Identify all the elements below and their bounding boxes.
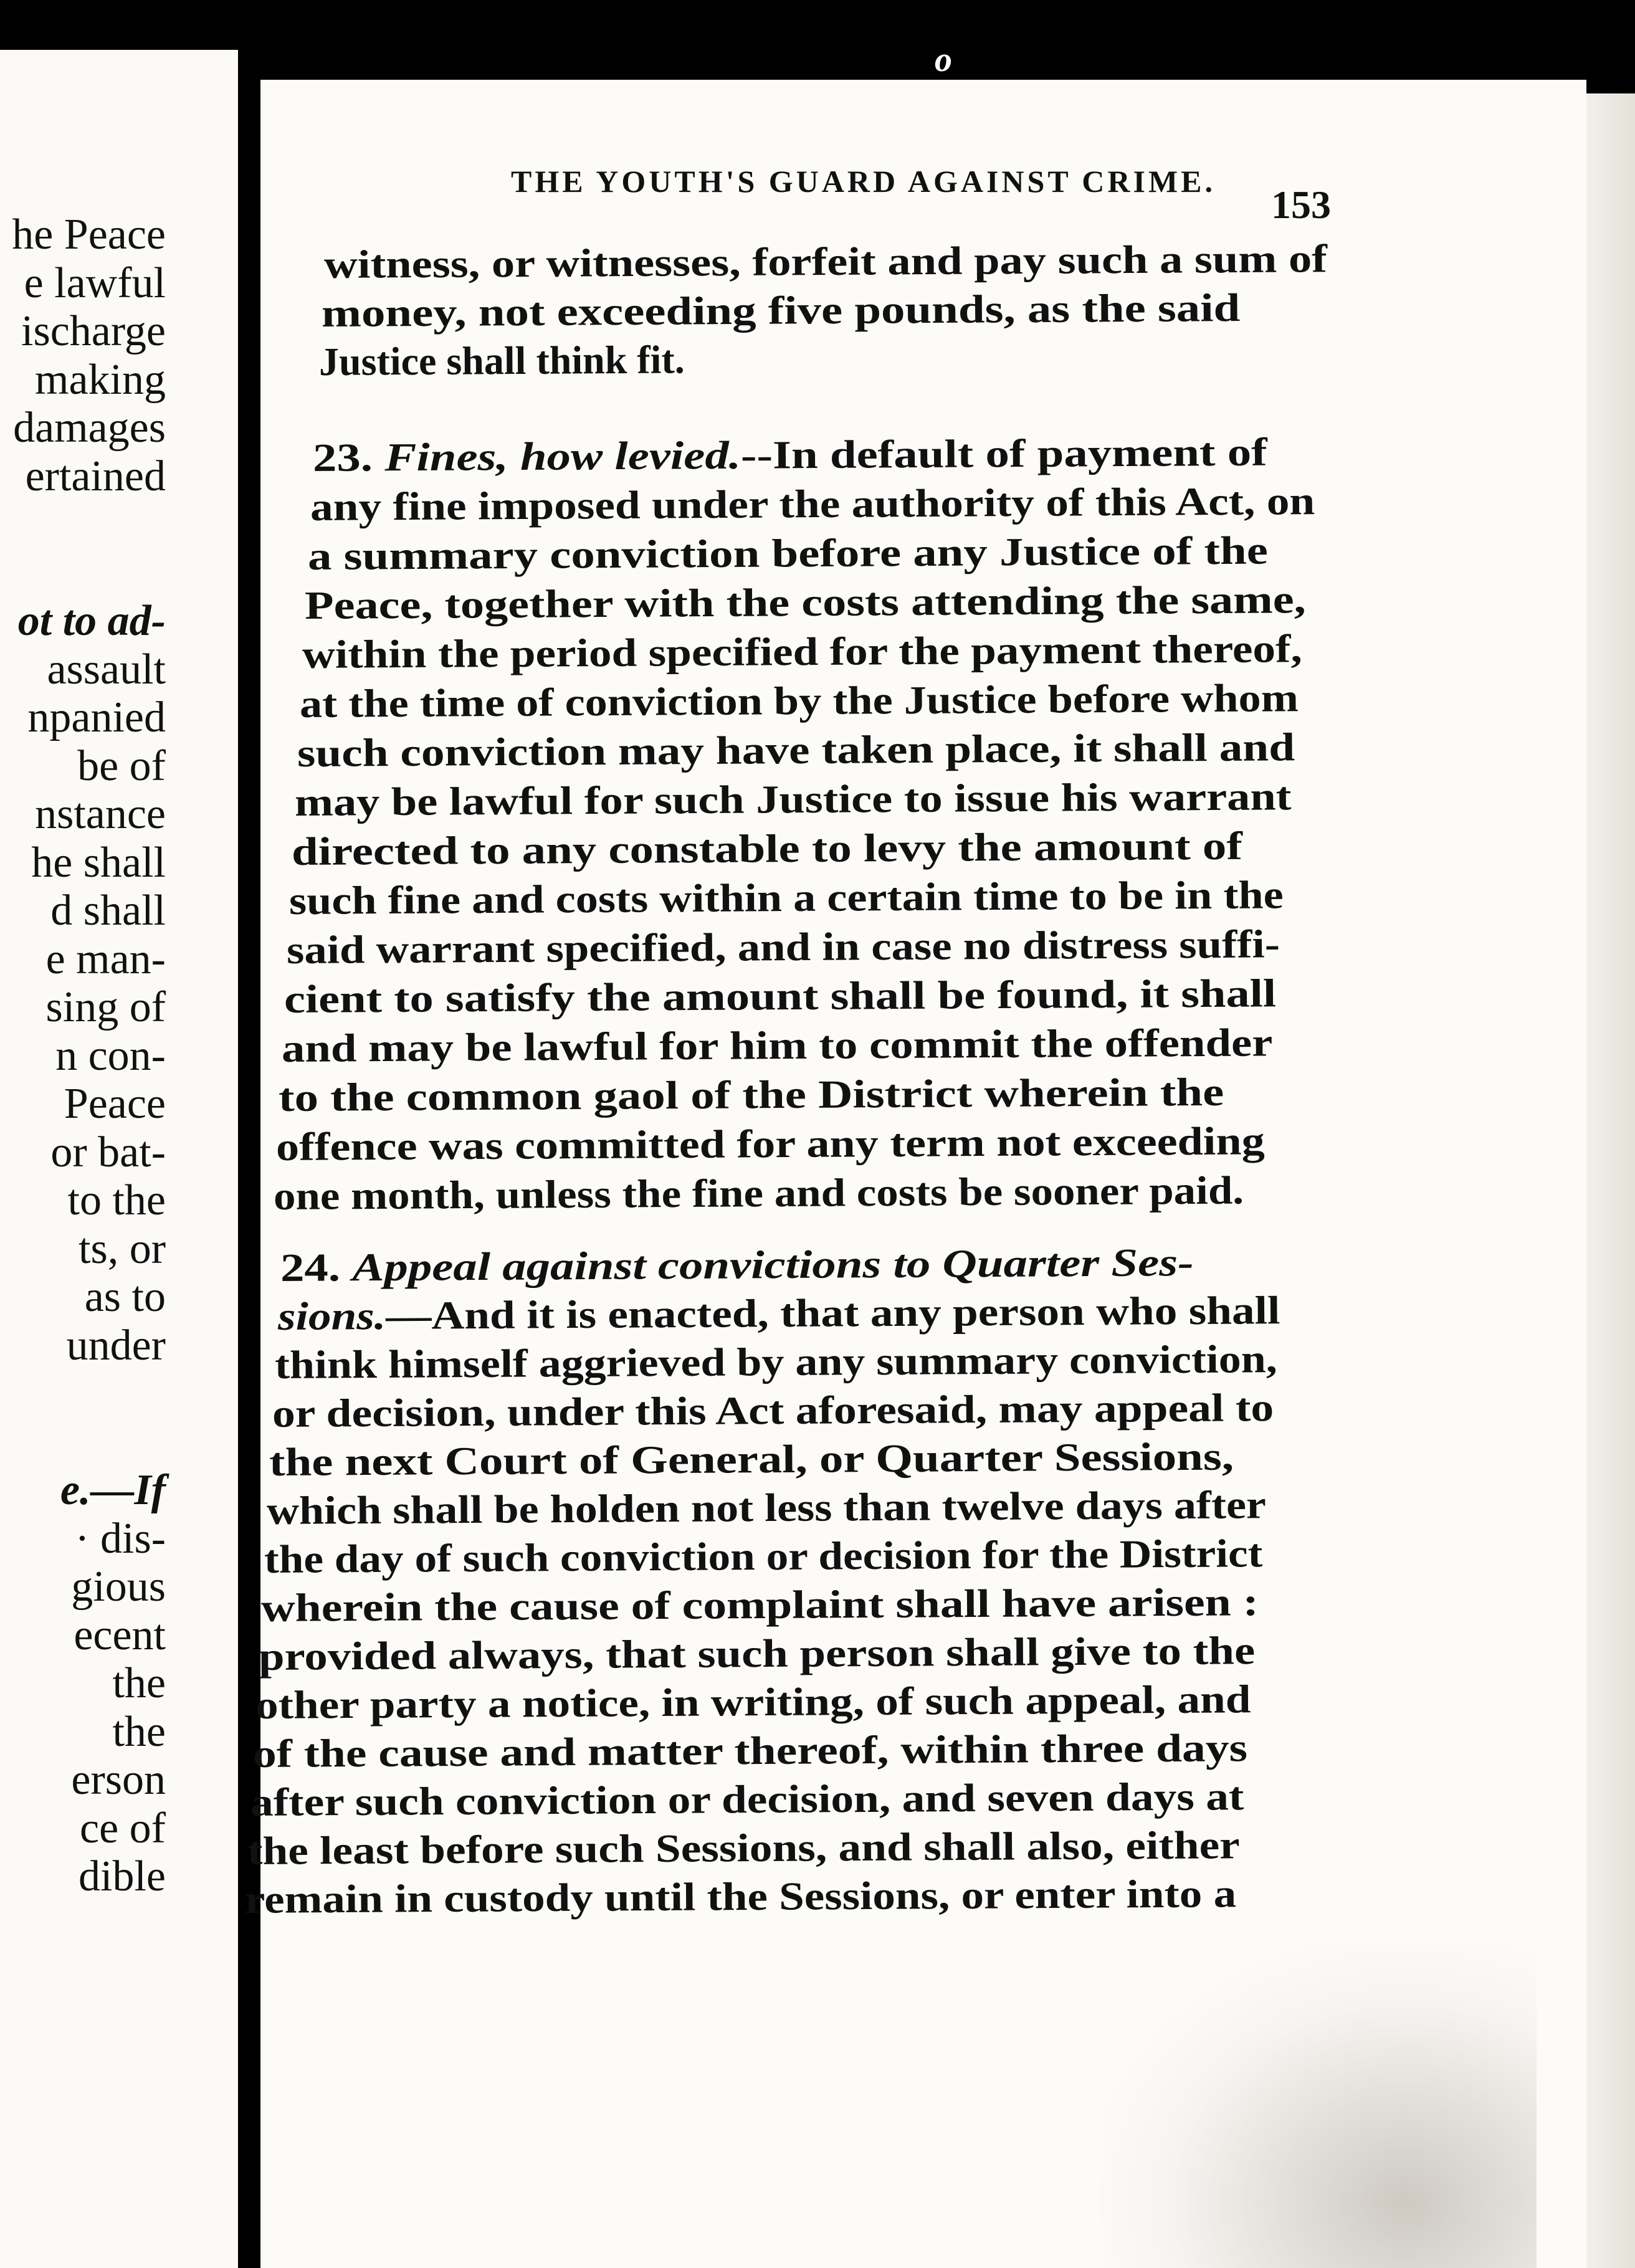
line-text: other party a notice, in writing, of such appeal, and (255, 1677, 1252, 1727)
left-page-line: ts, or (79, 1224, 166, 1273)
line-text: one month, unless the fine and costs be sooner paid. (273, 1168, 1244, 1218)
text-line (300, 676, 1299, 726)
left-page-line: ertained (25, 452, 166, 500)
text-line (247, 1823, 1240, 1873)
left-page-line: the (112, 1707, 166, 1756)
text-line (269, 1435, 1234, 1484)
line-text: directed to any constable to levy the amount of (292, 823, 1243, 874)
left-page-line: damages (13, 404, 166, 452)
line-text: or decision, under this Act aforesaid, may appeal to (272, 1385, 1274, 1436)
line-text: Peace, together with the costs attending the same, (305, 577, 1307, 627)
line-text: the day of such conviction or decision for the District (264, 1531, 1263, 1581)
left-page-line: ischarge (21, 307, 166, 355)
line-text: offence was committed for any term not exceeding (275, 1118, 1266, 1169)
section-heading: sions. (277, 1293, 386, 1338)
line-text: the least before such Sessions, and shall also, either (247, 1822, 1241, 1873)
line-text: within the period specified for the payment thereof, (302, 626, 1303, 677)
left-page-line: to the (67, 1176, 166, 1224)
line-text: a summary conviction before any Justice of the (307, 528, 1268, 578)
text-line (253, 1726, 1247, 1776)
left-page-line: under (66, 1321, 166, 1370)
text-line (264, 1532, 1262, 1581)
left-page-line: be of (77, 741, 166, 790)
page-number: 153 (1271, 183, 1331, 227)
text-line (284, 971, 1277, 1021)
text-line (319, 338, 685, 384)
left-page-line: he shall (31, 838, 166, 887)
line-text: to the common gaol of the District wherein the (279, 1069, 1224, 1120)
text-line (324, 237, 1327, 287)
left-page-line: the (112, 1659, 166, 1707)
text-line (289, 873, 1284, 923)
line-text: may be lawful for such Justice to issue his warrant (294, 774, 1292, 824)
left-page-line: or bat- (50, 1128, 166, 1176)
line-text: the next Court of General, or Quarter Sessions, (269, 1434, 1234, 1484)
line-text: cient to satisfy the amount shall be found, it shall (284, 971, 1277, 1021)
text-line (255, 1677, 1251, 1727)
line-text: said warrant specified, and in case no distress suffi- (286, 922, 1280, 972)
section-heading: Fines, how levied. (384, 432, 741, 480)
line-text: 24. (280, 1245, 353, 1290)
line-text: after such conviction or decision, and seven days at (250, 1774, 1244, 1824)
line-text: money, not exceeding five pounds, as the said (321, 285, 1241, 335)
text-line (302, 627, 1302, 677)
left-page-line: ecent (74, 1611, 166, 1659)
line-text: any fine imposed under the authority of this Act, on (310, 479, 1315, 529)
text-line (245, 1872, 1237, 1922)
text-line (313, 431, 1267, 480)
left-page-line: e man- (45, 935, 166, 983)
text-line (259, 1629, 1256, 1679)
left-page-line: · dis- (75, 1514, 166, 1563)
line-text: at the time of conviction by the Justice before whom (299, 675, 1299, 726)
left-page-line: sing of (45, 983, 166, 1031)
top-mark: o (935, 40, 952, 79)
left-page-line: as to (84, 1273, 166, 1321)
line-text: witness, or witnesses, forfeit and pay such a sum of (323, 236, 1328, 287)
left-page-line: ce of (80, 1804, 166, 1852)
text-line (297, 725, 1295, 775)
text-line (322, 286, 1241, 335)
line-text: of the cause and matter thereof, within three days (252, 1725, 1248, 1776)
line-text: provided always, that such person shall give to the (258, 1628, 1256, 1679)
text-line (277, 1289, 1280, 1338)
left-page-line: e.—If (60, 1466, 166, 1514)
line-text: such fine and costs within a certain time to be in the (288, 872, 1284, 923)
left-page-line: making (35, 355, 166, 404)
line-text: which shall be holden not less than twelve days after (266, 1482, 1267, 1533)
text-line (261, 1580, 1259, 1630)
line-text: think himself aggrieved by any summary conviction, (274, 1336, 1278, 1387)
line-text: --In default of payment of (740, 429, 1267, 477)
left-page-line: Peace (64, 1080, 166, 1128)
text-line (292, 824, 1242, 874)
running-header: THE YOUTH'S GUARD AGAINST CRIME. (511, 164, 1216, 199)
text-line (274, 1168, 1244, 1218)
text-line (310, 479, 1315, 529)
text-line (279, 1070, 1224, 1120)
left-page-line: ot to ad- (17, 597, 166, 645)
left-page-line: n con- (55, 1031, 166, 1080)
line-text: remain in custody until the Sessions, or enter into a (244, 1871, 1237, 1922)
text-line (272, 1386, 1274, 1436)
text-line (250, 1775, 1244, 1824)
left-page-line: d shall (50, 887, 166, 935)
section-heading: Appeal against convictions to Quarter Ses- (351, 1240, 1194, 1290)
left-page-line: gious (71, 1563, 166, 1611)
line-text: —And it is enacted, that any person who shall (385, 1288, 1280, 1338)
left-page-line: dible (79, 1852, 166, 1900)
text-line (276, 1119, 1265, 1169)
text-line (305, 578, 1306, 627)
text-line (294, 774, 1291, 824)
left-page-line: erson (71, 1756, 166, 1804)
line-text: Justice shall think fit. (318, 337, 685, 384)
text-line (281, 1021, 1272, 1070)
line-text: 23. (312, 435, 385, 480)
text-line (280, 1241, 1194, 1290)
text-line (287, 922, 1280, 972)
left-page-line: assault (47, 645, 166, 693)
line-text: wherein the cause of complaint shall have arisen : (260, 1580, 1259, 1630)
left-page-line: npanied (27, 693, 166, 741)
text-line (307, 529, 1267, 578)
text-line (267, 1483, 1266, 1533)
left-page-line: nstance (35, 790, 166, 838)
text-line (275, 1337, 1277, 1387)
left-page-line: he Peace (12, 211, 166, 259)
line-text: and may be lawful for him to commit the offender (281, 1020, 1273, 1070)
line-text: such conviction may have taken place, it shall and (297, 725, 1295, 775)
left-page-line: e lawful (24, 259, 166, 307)
